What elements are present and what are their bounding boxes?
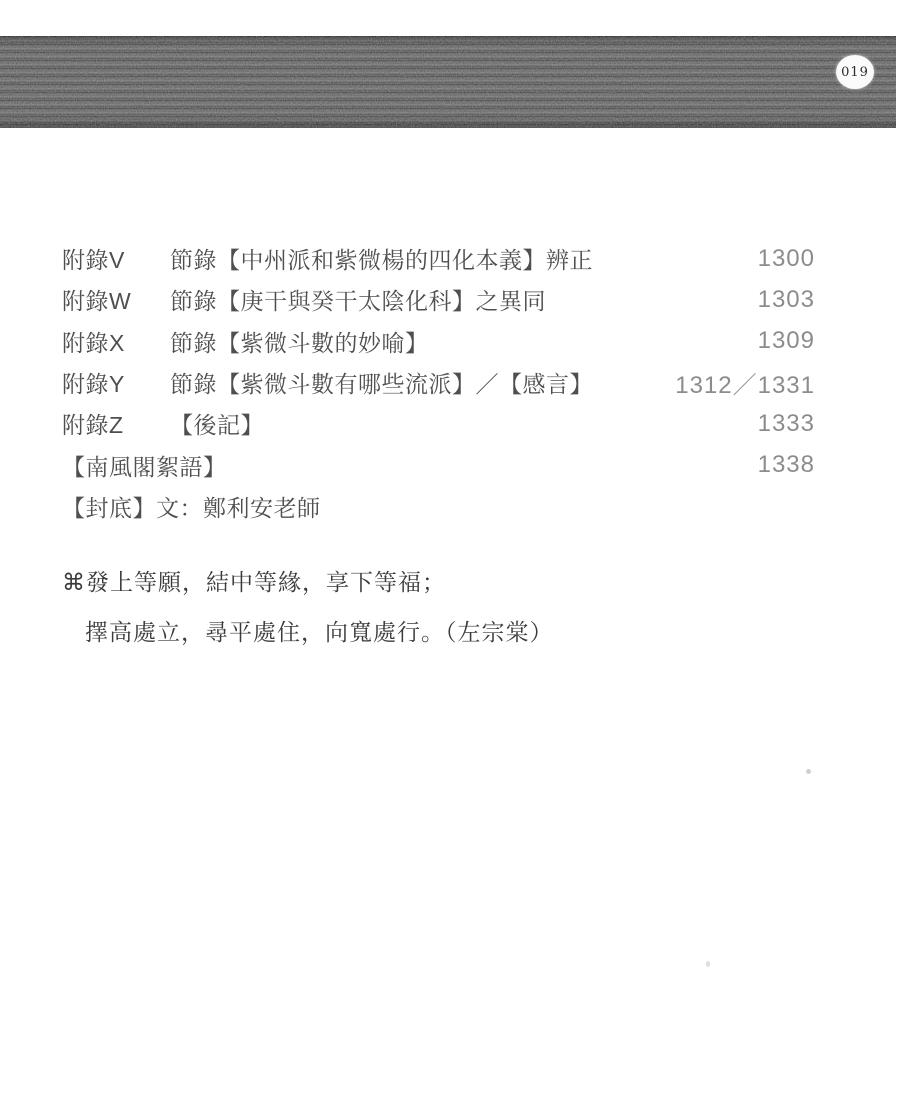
toc-row [62,403,815,444]
toc-entry-label: 附錄V [62,247,125,274]
band-noise-texture [0,36,896,128]
toc-entry-page: 1300 [757,244,815,272]
toc-row [62,321,815,362]
toc-entry-title: 【封底】文：鄭利安老師 [62,494,321,521]
toc-entry-page: 1303 [757,285,815,313]
scan-dust-speck [706,961,710,967]
scan-dust-speck [806,769,811,774]
toc-entry-title: 【後記】 [170,412,264,439]
header-texture-band [0,36,896,128]
page-number: 019 [841,64,869,80]
toc-entry-title: 節錄【庚干與癸干太陰化科】之異同 [170,288,546,315]
toc-entry-page: 1312／1331 [675,372,815,400]
toc-entry-title: 節錄【紫微斗數有哪些流派】／【感言】 [170,371,593,398]
quote-line-1: ⌘發上等願，結中等緣，享下等福； [62,570,446,596]
toc-row [62,279,815,320]
toc-entry-label: 附錄Y [62,371,125,398]
toc-row [62,362,815,403]
toc-entry-label: 附錄X [62,329,125,356]
toc-entry-page: 1338 [757,451,815,479]
toc-entry-label: 附錄Z [62,412,124,439]
quote-line-2: 擇高處立，尋平處住，向寬處行。（左宗棠） [85,620,554,646]
toc-entry-page: 1309 [757,327,815,355]
toc-row [62,444,815,485]
page-number-badge [836,55,874,89]
toc-entry-label: 附錄W [62,288,132,315]
quote-block [62,558,762,658]
toc-entry-title: 節錄【中州派和紫微楊的四化本義】辨正 [170,247,593,274]
toc-entry-page: 1333 [757,409,815,437]
toc-entry-title: 【南風閣絮語】 [62,453,227,480]
toc-row [62,486,815,527]
toc-row [62,238,815,279]
toc-entry-title: 節錄【紫微斗數的妙喻】 [170,329,429,356]
toc-list [62,238,815,527]
